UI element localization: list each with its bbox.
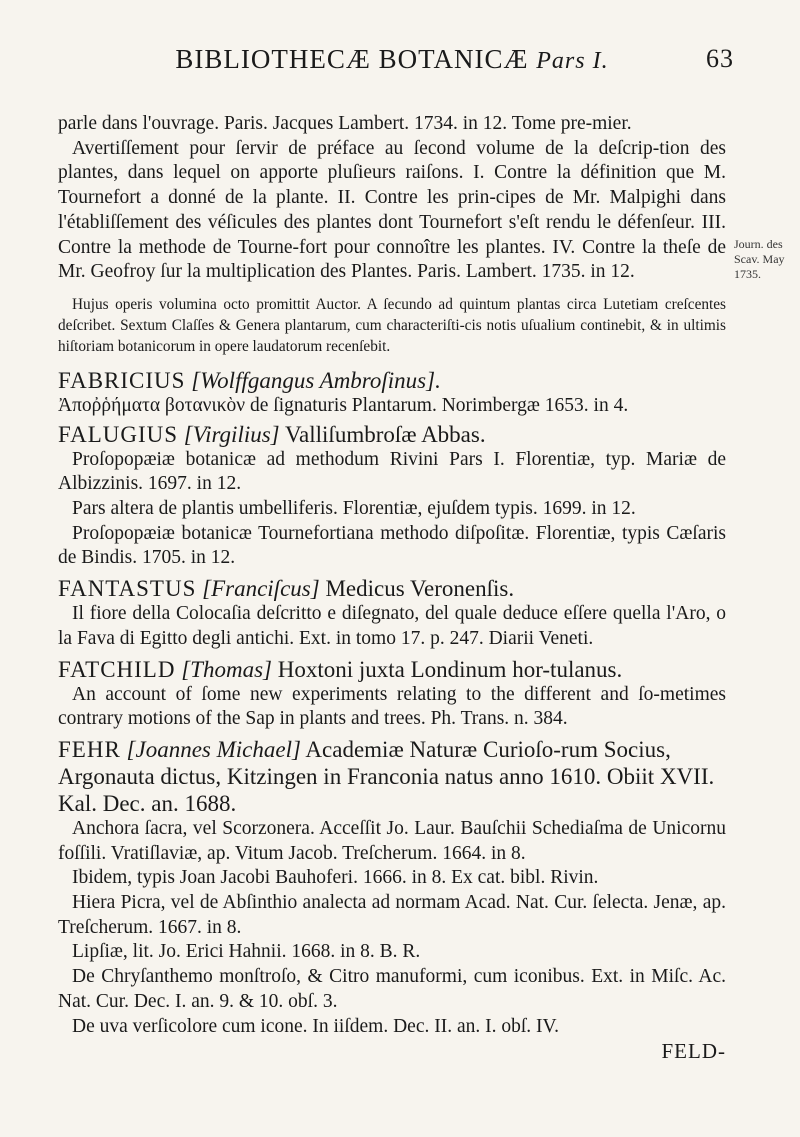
entry-heading <box>58 421 726 448</box>
entry-title-rest: Academiæ Naturæ Curioſo-rum Socius, Argonauta dictus, Kitzingen in Franconia natus anno 1610. Obiit XVII. Kal. Dec. an. 1688. <box>58 736 715 816</box>
entry-text: Il fiore della Colocaſia deſcritto e diſegnato, del quale deduce eſſere quella l'Aro, o la Fava di Egitto degli antichi. Ext. in tomo 17. p. 247. Diarii Veneti. <box>58 603 726 649</box>
entry-text: Pars altera de plantis umbelliferis. Florentiæ, ejuſdem typis. 1699. in 12. <box>72 498 636 520</box>
latin-note: Hujus operis volumina octo promittit Auctor. A ſecundo ad quintum plantas circa Lutetiam creſcentes deſcribet. Sextum Claſſes & Genera plantarum, cum characteriſti-cis notis uſualium continebit, & in ultimis hiſtoriam botanicorum in opere laudatorum recenſebit. <box>58 295 726 355</box>
entry-text: Hiera Picra, vel de Abſinthio analecta ad normam Acad. Nat. Cur. ſelecta. Jenæ, ap. Treſcherum. 1667. in 8. <box>58 892 726 938</box>
header-part: Pars I. <box>536 48 609 74</box>
entry-author: FATCHILD <box>58 656 176 682</box>
entry-title-rest: Hoxtoni juxta Londinum hor-tulanus. <box>277 656 623 682</box>
margin-note-line: Scav. May <box>734 252 785 266</box>
entry-title-rest: Valliſumbroſæ Abbas. <box>284 421 486 447</box>
catchword: FELD- <box>661 1039 726 1064</box>
entry-given-name: [Franciſcus] <box>202 576 320 602</box>
entry-author: FEHR <box>58 736 121 762</box>
margin-note-line: 1735. <box>734 267 761 281</box>
entry-given-name: [Virgilius] <box>183 421 280 447</box>
entry-text: Proſopopæiæ botanicæ Tournefortiana methodo diſpoſitæ. Florentiæ, typis Cæſaris de Bindis. 1705. in 12. <box>58 522 726 569</box>
entry-heading <box>58 367 726 394</box>
header-title: BIBLIOTHECÆ BOTANICÆ <box>175 44 529 74</box>
page-number: 63 <box>706 44 734 73</box>
entry-heading <box>58 736 726 817</box>
entry-heading <box>58 656 726 683</box>
entry-author: FANTASTUS <box>58 576 197 602</box>
entry-text: Anchora ſacra, vel Scorzonera. Acceſſit Jo. Laur. Bauſchii Schediaſma de Unicornu foſſili. Vratiſlaviæ, ap. Vitum Jacob. Treſcherum. 1664. in 8. <box>58 817 726 864</box>
entry-given-name: [Wolffgangus Ambroſinus]. <box>191 367 441 393</box>
margin-note-line: Journ. des <box>734 237 783 251</box>
entry-text: An account of ſome new experiments relating to the different and ſo-metimes contrary motions of the Sap in plants and trees. Ph. Trans. n. 384. <box>58 683 726 730</box>
entry-text: Ἀποῤῥήματα βοτανικὸν de ſignaturis Plantarum. Norimbergæ 1653. in 4. <box>58 394 629 416</box>
running-head <box>58 44 734 84</box>
entry-given-name: [Joannes Michael] <box>126 736 301 762</box>
paragraph: Avertiſſement pour ſervir de préface au ſecond volume de la deſcrip-tion des plantes, dans lequel on apporte pluſieurs raiſons. I. Contre la définition que M. Tournefort a donné de la plante. II. Contre les prin-cipes de Mr. Malpighi dans l'établiſſement des véſicules des plantes dont Tournefort s'eſt rendu le défenſeur. III. Contre la methode de Tourne-fort pour connoître les plantes. IV. Contre la theſe de Mr. Geofroy ſur la multiplication des Plantes. Paris. Lambert. 1735. in 12. <box>58 137 726 283</box>
entry-text: Proſopopæiæ botanicæ ad methodum Rivini Pars I. Florentiæ, typ. Mariæ de Albizzinis. 1697. in 12. <box>58 448 726 495</box>
entry-text: Ibidem, typis Joan Jacobi Bauhoferi. 1666. in 8. Ex cat. bibl. Rivin. <box>72 867 599 889</box>
entry-text: De uva verſicolore cum icone. In iiſdem. Dec. II. an. I. obſ. IV. <box>72 1015 559 1037</box>
entry-author: FALUGIUS <box>58 421 179 447</box>
margin-note <box>734 237 796 282</box>
paragraph: parle dans l'ouvrage. Paris. Jacques Lambert. 1734. in 12. Tome pre-mier. <box>58 113 632 134</box>
entry-text: Lipſiæ, lit. Jo. Erici Hahnii. 1668. in 8. B. R. <box>72 941 421 963</box>
entry-given-name: [Thomas] <box>181 656 272 682</box>
entry-heading <box>58 575 726 602</box>
entry-text: De Chryſanthemo monſtroſo, & Citro manuformi, cum iconibus. Ext. in Miſc. Ac. Nat. Cur. Dec. I. an. 9. & 10. obſ. 3. <box>58 966 726 1012</box>
entry-author: FABRICIUS <box>58 367 186 393</box>
body-text <box>58 112 726 1085</box>
entry-title-rest: Medicus Veronenſis. <box>325 576 515 602</box>
